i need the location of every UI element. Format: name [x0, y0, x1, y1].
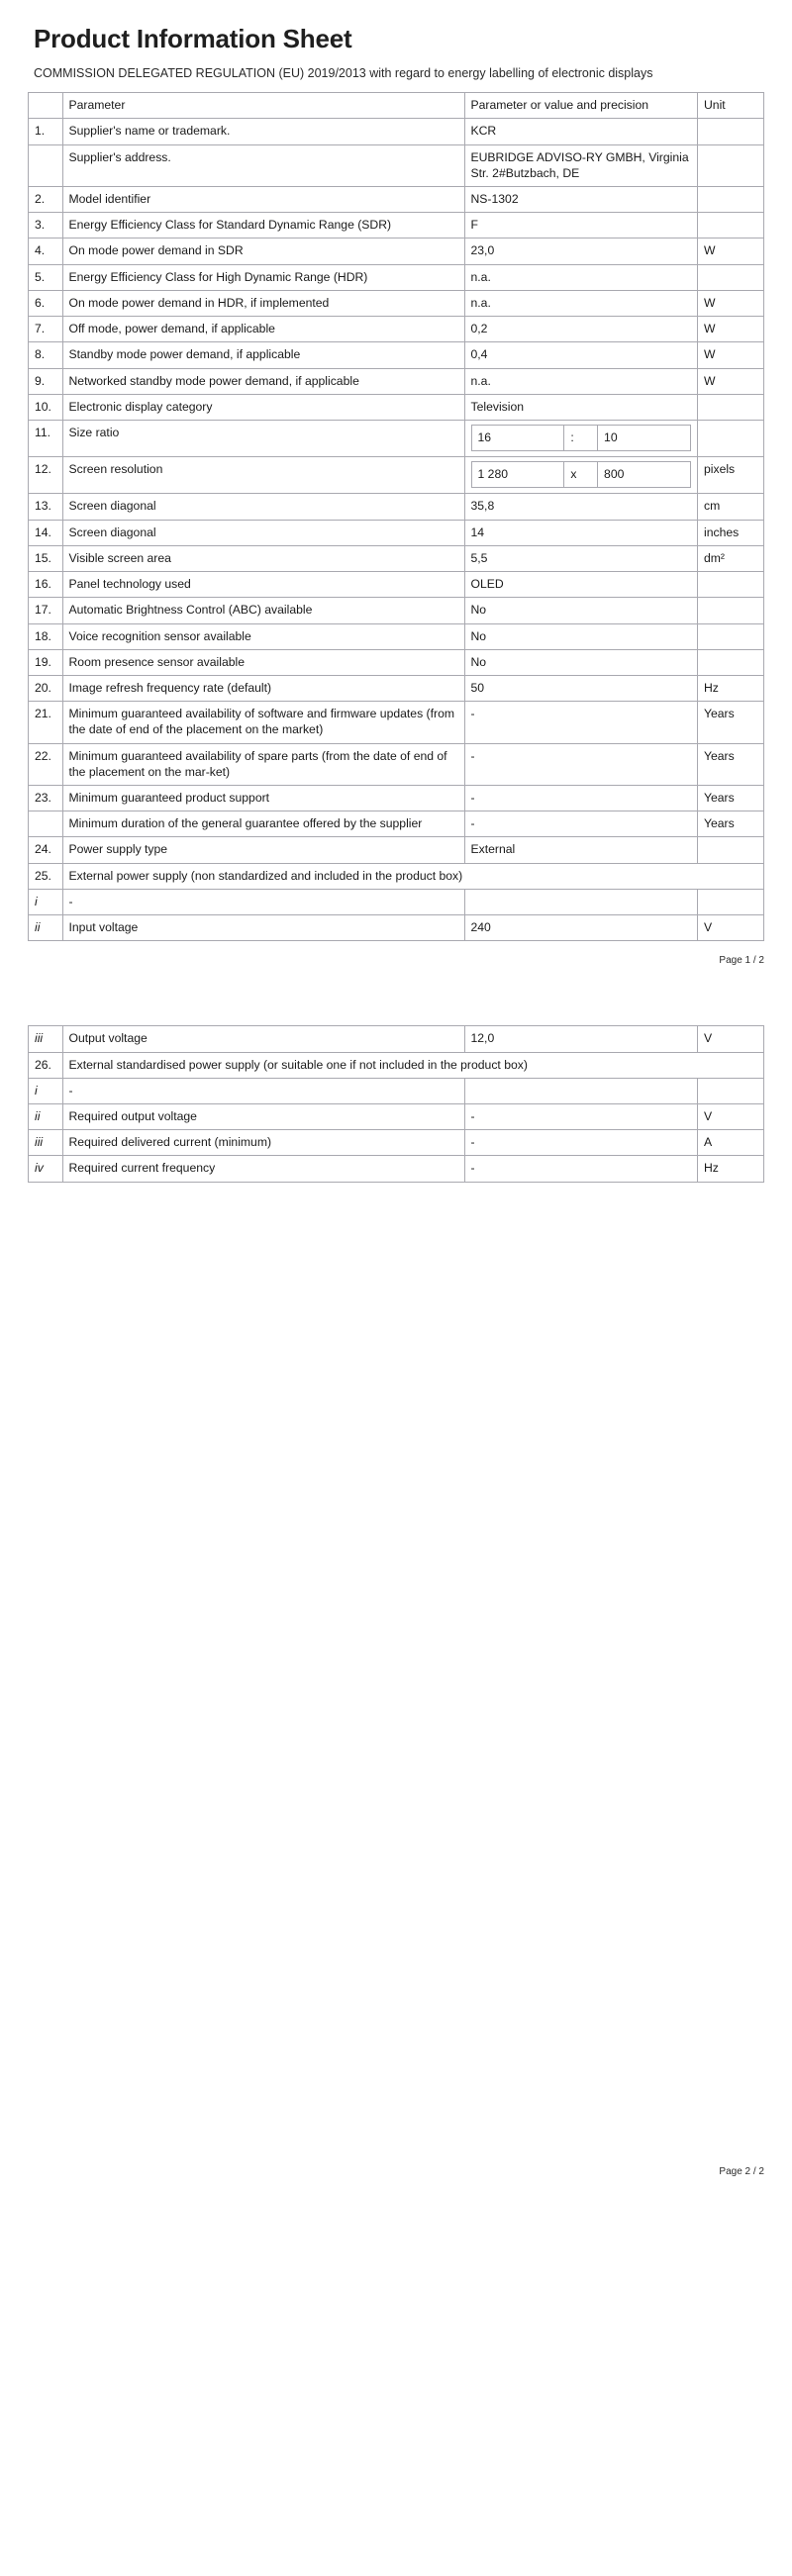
row-unit: W — [697, 239, 763, 264]
row-value: n.a. — [464, 368, 697, 394]
row-number: 4. — [29, 239, 63, 264]
table-row — [29, 119, 764, 144]
row-value: KCR — [464, 119, 697, 144]
subrow-value: 240 — [464, 915, 697, 941]
resolution-height: 800 — [598, 462, 691, 488]
subrow-parameter: Input voltage — [62, 915, 464, 941]
row-parameter: Minimum guaranteed availability of spare parts (from the date of end of the placement on the mar-ket) — [62, 743, 464, 785]
row-number: 26. — [29, 1052, 63, 1078]
row-parameter: Size ratio — [62, 420, 464, 456]
subrow-index: iii — [29, 1130, 63, 1156]
row-value: 23,0 — [464, 239, 697, 264]
row-value: 14 — [464, 520, 697, 545]
resolution-separator: x — [564, 462, 598, 488]
row-number: 10. — [29, 394, 63, 420]
table-row-section-26 — [29, 1052, 764, 1078]
row-value: 0,2 — [464, 317, 697, 342]
subrow-parameter: Required current frequency — [62, 1156, 464, 1182]
table-row — [29, 598, 764, 623]
table-row — [29, 187, 764, 213]
row-unit: dm² — [697, 545, 763, 571]
table-subrow — [29, 1156, 764, 1182]
row-number: 7. — [29, 317, 63, 342]
row-parameter: Room presence sensor available — [62, 649, 464, 675]
row-value — [464, 457, 697, 494]
subrow-parameter: - — [62, 1078, 464, 1103]
table-subrow — [29, 915, 764, 941]
ratio-separator: : — [564, 425, 598, 450]
table-row — [29, 144, 764, 186]
row-value: 35,8 — [464, 494, 697, 520]
subrow-index: i — [29, 889, 63, 914]
row-value: OLED — [464, 572, 697, 598]
subrow-value — [464, 889, 697, 914]
ratio-width: 16 — [471, 425, 564, 450]
subrow-value: - — [464, 1104, 697, 1130]
row-value: No — [464, 649, 697, 675]
ratio-height: 10 — [598, 425, 691, 450]
row-parameter: Screen diagonal — [62, 494, 464, 520]
row-value: n.a. — [464, 290, 697, 316]
table-row — [29, 394, 764, 420]
row-parameter: Networked standby mode power demand, if applicable — [62, 368, 464, 394]
row-unit: inches — [697, 520, 763, 545]
subrow-unit: V — [697, 915, 763, 941]
row-parameter: Standby mode power demand, if applicable — [62, 342, 464, 368]
row-parameter: Energy Efficiency Class for Standard Dynamic Range (SDR) — [62, 213, 464, 239]
row-unit — [697, 837, 763, 863]
row-unit — [697, 264, 763, 290]
row-unit — [697, 598, 763, 623]
row-parameter: Energy Efficiency Class for High Dynamic Range (HDR) — [62, 264, 464, 290]
table-row — [29, 317, 764, 342]
table-row — [29, 545, 764, 571]
header-parameter: Parameter — [62, 93, 464, 119]
row-number: 5. — [29, 264, 63, 290]
bottom-spacer — [28, 2177, 764, 2217]
row-parameter: Panel technology used — [62, 572, 464, 598]
table-row — [29, 239, 764, 264]
row-value: No — [464, 623, 697, 649]
row-number: 25. — [29, 863, 63, 889]
row-unit: W — [697, 290, 763, 316]
row-value: Television — [464, 394, 697, 420]
row-unit: Years — [697, 811, 763, 837]
table-header-row — [29, 93, 764, 119]
ratio-values — [471, 425, 691, 451]
row-value: NS-1302 — [464, 187, 697, 213]
row-unit — [697, 623, 763, 649]
row-parameter: Power supply type — [62, 837, 464, 863]
table-subrow — [29, 1078, 764, 1103]
subrow-value: - — [464, 1130, 697, 1156]
page-1-footer: Page 1 / 2 — [719, 955, 764, 967]
row-unit: Years — [697, 702, 763, 743]
table-row — [29, 213, 764, 239]
row-parameter: Image refresh frequency rate (default) — [62, 675, 464, 701]
table-subrow — [29, 1026, 764, 1052]
row-value: n.a. — [464, 264, 697, 290]
row-number — [29, 811, 63, 837]
table-row — [29, 494, 764, 520]
row-number: 12. — [29, 457, 63, 494]
row-parameter: Minimum guaranteed product support — [62, 786, 464, 811]
subrow-value — [464, 1078, 697, 1103]
table-row — [29, 572, 764, 598]
row-parameter: Minimum duration of the general guarantee offered by the supplier — [62, 811, 464, 837]
page-title: Product Information Sheet — [34, 24, 352, 53]
page-1 — [0, 0, 792, 966]
table-row-size-ratio — [29, 420, 764, 456]
document-subtitle: COMMISSION DELEGATED REGULATION (EU) 2019/2013 with regard to energy labelling of electronic displays — [34, 66, 653, 80]
row-value: 5,5 — [464, 545, 697, 571]
row-value: F — [464, 213, 697, 239]
row-number: 17. — [29, 598, 63, 623]
row-parameter: Supplier's address. — [62, 144, 464, 186]
row-value: - — [464, 786, 697, 811]
subrow-unit: V — [697, 1026, 763, 1052]
header-value: Parameter or value and precision — [464, 93, 697, 119]
subrow-value: 12,0 — [464, 1026, 697, 1052]
table-row — [29, 649, 764, 675]
table-row — [29, 623, 764, 649]
subrow-unit — [697, 889, 763, 914]
row-unit: pixels — [697, 457, 763, 494]
row-parameter: Model identifier — [62, 187, 464, 213]
resolution-width: 1 280 — [471, 462, 564, 488]
row-number: 15. — [29, 545, 63, 571]
row-parameter: Automatic Brightness Control (ABC) available — [62, 598, 464, 623]
row-parameter: Voice recognition sensor available — [62, 623, 464, 649]
row-number: 2. — [29, 187, 63, 213]
row-unit — [697, 420, 763, 456]
table-row — [29, 290, 764, 316]
row-value: - — [464, 702, 697, 743]
table-subrow — [29, 889, 764, 914]
product-information-table-continued — [28, 1025, 764, 1182]
table-row — [29, 837, 764, 863]
subrow-parameter: - — [62, 889, 464, 914]
row-value: No — [464, 598, 697, 623]
row-number: 9. — [29, 368, 63, 394]
row-unit — [697, 394, 763, 420]
row-number: 24. — [29, 837, 63, 863]
table-subrow — [29, 1104, 764, 1130]
table-row — [29, 743, 764, 785]
row-number: 16. — [29, 572, 63, 598]
row-number: 14. — [29, 520, 63, 545]
row-value: 50 — [464, 675, 697, 701]
page-break-gap — [0, 966, 792, 1025]
row-number: 8. — [29, 342, 63, 368]
row-parameter: On mode power demand in HDR, if implemented — [62, 290, 464, 316]
product-information-table — [28, 92, 764, 941]
row-unit — [697, 572, 763, 598]
row-number: 20. — [29, 675, 63, 701]
row-unit — [697, 119, 763, 144]
subrow-parameter: Output voltage — [62, 1026, 464, 1052]
row-parameter: Minimum guaranteed availability of software and firmware updates (from the date of end of the placement on the market) — [62, 702, 464, 743]
row-value: - — [464, 743, 697, 785]
row-parameter: Electronic display category — [62, 394, 464, 420]
subrow-unit: A — [697, 1130, 763, 1156]
row-unit: Years — [697, 743, 763, 785]
row-number: 22. — [29, 743, 63, 785]
row-unit — [697, 649, 763, 675]
row-unit: Years — [697, 786, 763, 811]
subrow-index: iv — [29, 1156, 63, 1182]
row-number: 1. — [29, 119, 63, 144]
row-number: 6. — [29, 290, 63, 316]
row-parameter: Supplier's name or trademark. — [62, 119, 464, 144]
subrow-index: ii — [29, 1104, 63, 1130]
table-row — [29, 811, 764, 837]
table-row — [29, 342, 764, 368]
table-row — [29, 786, 764, 811]
row-section-title: External power supply (non standardized and included in the product box) — [62, 863, 764, 889]
row-unit: W — [697, 368, 763, 394]
row-number: 23. — [29, 786, 63, 811]
row-number — [29, 144, 63, 186]
header-no — [29, 93, 63, 119]
row-number: 18. — [29, 623, 63, 649]
subrow-unit: V — [697, 1104, 763, 1130]
row-value: 0,4 — [464, 342, 697, 368]
subrow-parameter: Required output voltage — [62, 1104, 464, 1130]
row-number: 11. — [29, 420, 63, 456]
page-2-footer: Page 2 / 2 — [719, 2165, 764, 2177]
subrow-index: iii — [29, 1026, 63, 1052]
table-row-resolution — [29, 457, 764, 494]
row-unit: Hz — [697, 675, 763, 701]
subrow-index: i — [29, 1078, 63, 1103]
row-unit: W — [697, 317, 763, 342]
table-row — [29, 702, 764, 743]
row-number: 21. — [29, 702, 63, 743]
row-value — [464, 420, 697, 456]
row-unit: W — [697, 342, 763, 368]
row-parameter: Off mode, power demand, if applicable — [62, 317, 464, 342]
subrow-index: ii — [29, 915, 63, 941]
subrow-unit — [697, 1078, 763, 1103]
table-row-section-25 — [29, 863, 764, 889]
row-value: EUBRIDGE ADVISO-RY GMBH, Virginia Str. 2#Butzbach, DE — [464, 144, 697, 186]
table-subrow — [29, 1130, 764, 1156]
row-unit — [697, 144, 763, 186]
row-value: External — [464, 837, 697, 863]
row-parameter: On mode power demand in SDR — [62, 239, 464, 264]
row-number: 13. — [29, 494, 63, 520]
row-section-title: External standardised power supply (or suitable one if not included in the product box) — [62, 1052, 764, 1078]
subrow-value: - — [464, 1156, 697, 1182]
row-unit — [697, 187, 763, 213]
table-row — [29, 368, 764, 394]
row-parameter: Screen diagonal — [62, 520, 464, 545]
resolution-values — [471, 461, 691, 488]
row-unit — [697, 213, 763, 239]
row-parameter: Visible screen area — [62, 545, 464, 571]
subrow-parameter: Required delivered current (minimum) — [62, 1130, 464, 1156]
table-row — [29, 675, 764, 701]
table-row — [29, 520, 764, 545]
row-unit: cm — [697, 494, 763, 520]
subrow-unit: Hz — [697, 1156, 763, 1182]
header-unit: Unit — [697, 93, 763, 119]
row-number: 3. — [29, 213, 63, 239]
page-2 — [0, 1025, 792, 2216]
row-number: 19. — [29, 649, 63, 675]
table-row — [29, 264, 764, 290]
row-parameter: Screen resolution — [62, 457, 464, 494]
page-2-whitespace — [28, 1183, 764, 2152]
row-value: - — [464, 811, 697, 837]
